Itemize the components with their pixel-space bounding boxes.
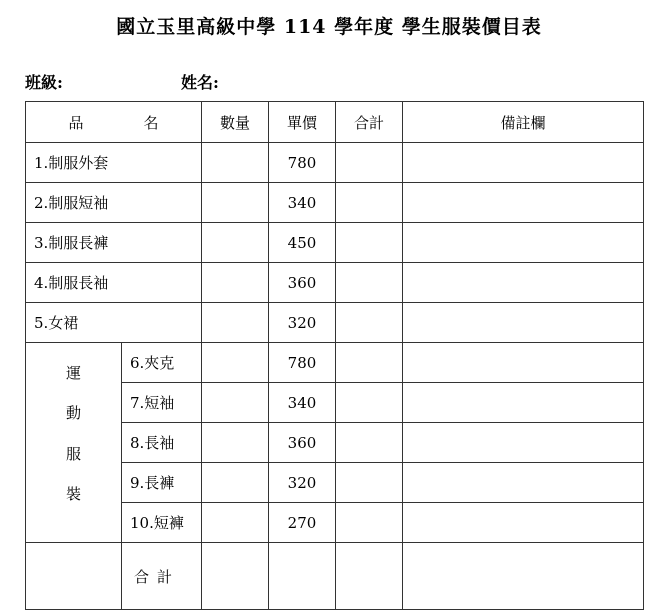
- remarks-cell[interactable]: [403, 263, 644, 303]
- remarks-cell[interactable]: [403, 223, 644, 263]
- header-subtotal: 合計: [336, 102, 403, 143]
- total-remarks-cell[interactable]: [403, 543, 644, 610]
- item-price: 320: [269, 463, 336, 503]
- subtotal-cell[interactable]: [336, 223, 403, 263]
- subtotal-cell[interactable]: [336, 503, 403, 543]
- subtotal-cell[interactable]: [336, 463, 403, 503]
- table-row: [26, 303, 644, 343]
- item-price: 340: [269, 383, 336, 423]
- qty-cell[interactable]: [202, 343, 269, 383]
- sports-label-char: 動: [65, 404, 81, 423]
- table-header-row: [26, 102, 644, 143]
- item-name: 7.短袖: [122, 383, 202, 423]
- subtotal-cell[interactable]: [336, 143, 403, 183]
- qty-cell[interactable]: [202, 423, 269, 463]
- item-name: 1.制服外套: [26, 143, 202, 183]
- total-price-cell[interactable]: [269, 543, 336, 610]
- qty-cell[interactable]: [202, 503, 269, 543]
- subtotal-cell[interactable]: [336, 383, 403, 423]
- qty-cell[interactable]: [202, 263, 269, 303]
- item-price: 780: [269, 343, 336, 383]
- table-row: [26, 263, 644, 303]
- price-table: [25, 101, 644, 610]
- remarks-cell[interactable]: [403, 463, 644, 503]
- subtotal-cell[interactable]: [336, 303, 403, 343]
- item-price: 360: [269, 423, 336, 463]
- remarks-cell[interactable]: [403, 183, 644, 223]
- item-name: 10.短褲: [122, 503, 202, 543]
- qty-cell[interactable]: [202, 143, 269, 183]
- table-row: [26, 183, 644, 223]
- sports-group-label: [26, 343, 122, 543]
- item-name: 9.長褲: [122, 463, 202, 503]
- page-title: 國立玉里高級中學 114 學年度 學生服裝價目表: [116, 16, 542, 38]
- item-price: 780: [269, 143, 336, 183]
- header-price: 單價: [269, 102, 336, 143]
- total-blank-cell: [26, 543, 122, 610]
- item-name: 4.制服長袖: [26, 263, 202, 303]
- qty-cell[interactable]: [202, 223, 269, 263]
- table-row: [26, 223, 644, 263]
- subtotal-cell[interactable]: [336, 263, 403, 303]
- total-qty-cell[interactable]: [202, 543, 269, 610]
- remarks-cell[interactable]: [403, 503, 644, 543]
- total-label: 合計: [122, 543, 202, 610]
- qty-cell[interactable]: [202, 303, 269, 343]
- remarks-cell[interactable]: [403, 343, 644, 383]
- qty-cell[interactable]: [202, 383, 269, 423]
- table-row: [26, 343, 644, 383]
- item-price: 320: [269, 303, 336, 343]
- class-label: 班級:: [25, 73, 63, 92]
- name-label: 姓名:: [181, 73, 219, 92]
- header-qty: 數量: [202, 102, 269, 143]
- item-price: 270: [269, 503, 336, 543]
- qty-cell[interactable]: [202, 183, 269, 223]
- header-item: 品 名: [26, 102, 202, 143]
- item-name: 8.長袖: [122, 423, 202, 463]
- item-price: 360: [269, 263, 336, 303]
- sports-label-char: 服: [65, 444, 81, 463]
- subtotal-cell[interactable]: [336, 423, 403, 463]
- sports-label-char: 裝: [65, 484, 81, 503]
- total-subtotal-cell[interactable]: [336, 543, 403, 610]
- item-price: 340: [269, 183, 336, 223]
- remarks-cell[interactable]: [403, 383, 644, 423]
- sports-label-char: 運: [65, 364, 81, 382]
- subtotal-cell[interactable]: [336, 343, 403, 383]
- item-name: 5.女裙: [26, 303, 202, 343]
- table-row: [26, 143, 644, 183]
- item-name: 3.制服長褲: [26, 223, 202, 263]
- remarks-cell[interactable]: [403, 143, 644, 183]
- item-name: 6.夾克: [122, 343, 202, 383]
- remarks-cell[interactable]: [403, 303, 644, 343]
- total-row: [26, 543, 644, 610]
- item-price: 450: [269, 223, 336, 263]
- qty-cell[interactable]: [202, 463, 269, 503]
- item-name: 2.制服短袖: [26, 183, 202, 223]
- header-remarks: 備註欄: [403, 102, 644, 143]
- subtotal-cell[interactable]: [336, 183, 403, 223]
- remarks-cell[interactable]: [403, 423, 644, 463]
